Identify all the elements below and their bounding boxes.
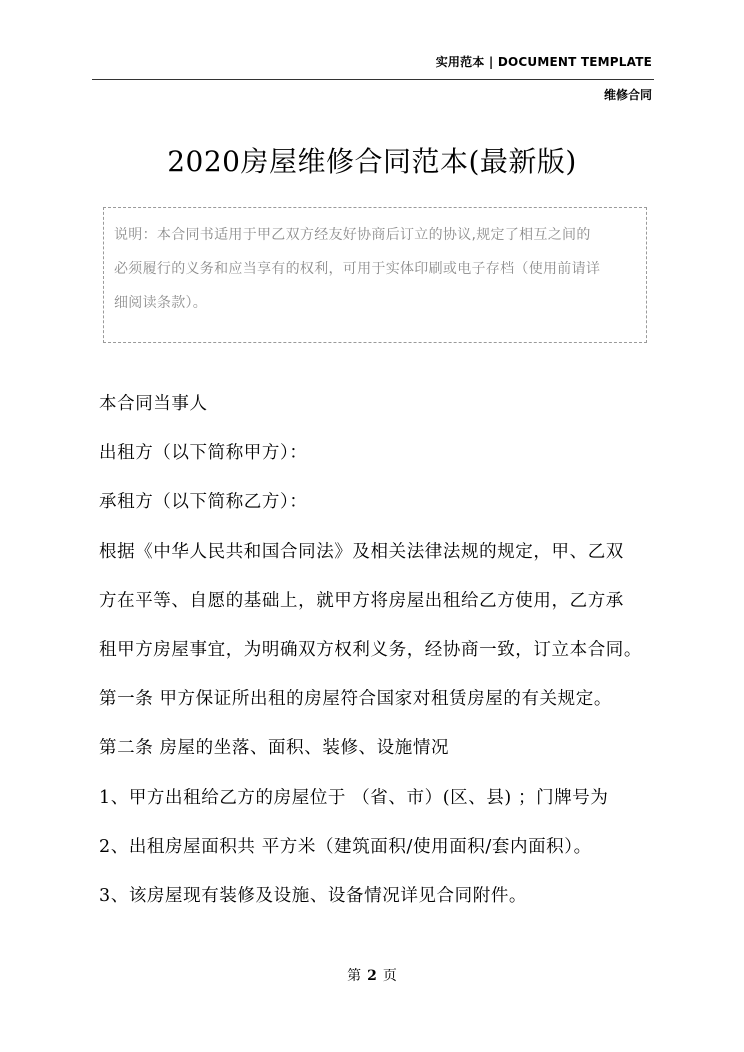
clause-item: 2、出租房屋面积共 平方米（建筑面积/使用面积/套内面积）。 <box>99 836 592 857</box>
header-divider <box>92 79 654 80</box>
clause-item: 1、甲方出租给乙方的房屋位于 （省、市）(区、县) ；门牌号为 <box>99 787 609 808</box>
lessor-line: 出租方（以下简称甲方）： <box>99 443 308 464</box>
body-paragraph-line: 根据《中华人民共和国合同法》及相关法律法规的规定，甲、乙双 <box>99 541 624 562</box>
clause-item: 3、该房屋现有装修及设施、设备情况详见合同附件。 <box>99 886 528 907</box>
contract-body <box>99 380 659 921</box>
article-two-heading: 第二条 房屋的坐落、面积、装修、设施情况 <box>99 738 450 759</box>
body-paragraph-line: 方在平等、自愿的基础上，就甲方将房屋出租给乙方使用，乙方承 <box>99 590 624 611</box>
note-line: 细阅读条款）。 <box>114 295 208 311</box>
description-note-box <box>103 207 647 343</box>
note-line: 说明：本合同书适用于甲乙双方经友好协商后订立的协议,规定了相互之间的 <box>114 227 591 243</box>
page-prefix: 第 <box>347 968 362 984</box>
page-title: 2020房屋维修合同范本(最新版) <box>167 145 577 178</box>
lessee-line: 承租方（以下简称乙方）： <box>99 492 308 513</box>
page-suffix: 页 <box>382 968 397 984</box>
body-paragraph-line: 租甲方房屋事宜，为明确双方权利义务，经协商一致，订立本合同。 <box>99 640 642 661</box>
page-number: 2 <box>367 968 377 984</box>
article-one: 第一条 甲方保证所出租的房屋符合国家对租赁房屋的有关规定。 <box>99 689 612 710</box>
document-category-label: 维修合同 <box>603 88 652 102</box>
page-footer <box>0 965 744 985</box>
document-template-label: 实用范本 | DOCUMENT TEMPLATE <box>435 55 652 69</box>
note-line: 必须履行的义务和应当享有的权利，可用于实体印刷或电子存档（使用前请详 <box>114 261 601 277</box>
contract-parties-heading: 本合同当事人 <box>99 394 208 414</box>
